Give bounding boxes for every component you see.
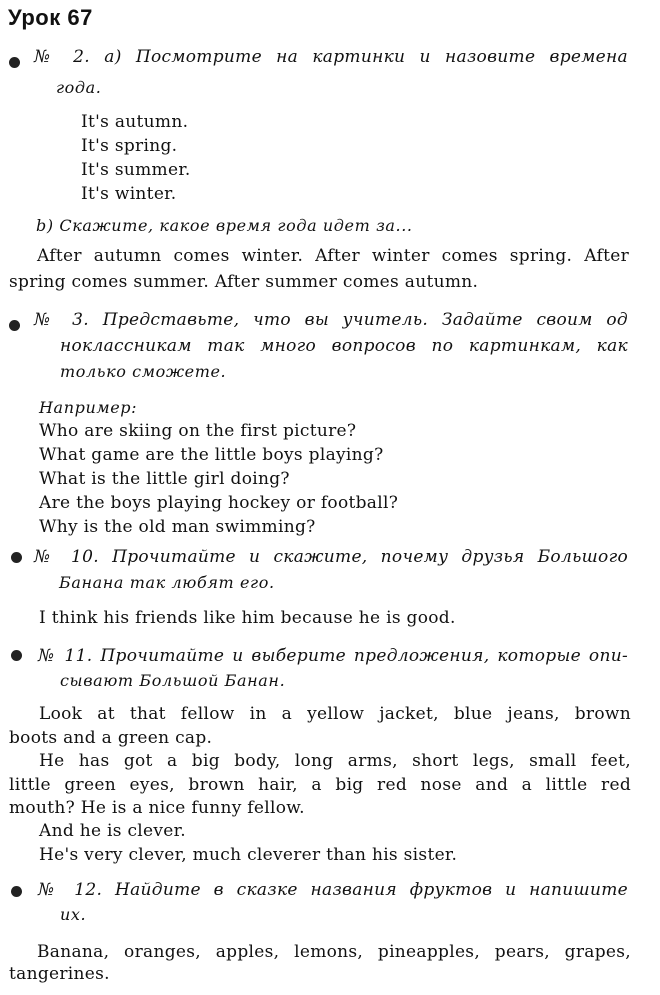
exercise-3-number: № 3. bbox=[34, 310, 89, 330]
exercise-2-task-a-cont: года. bbox=[56, 78, 102, 97]
exercise-11-line-1: Look at that fellow in a yellow jacket, blue jeans, brown bbox=[39, 704, 631, 724]
question-5: Why is the old man swimming? bbox=[39, 517, 316, 537]
exercise-11-line-7: He's very clever, much cleverer than his sister. bbox=[39, 845, 458, 865]
question-1: Who are skiing on the first picture? bbox=[39, 421, 357, 441]
exercise-3-task-line-3: только сможете. bbox=[60, 362, 227, 381]
exercise-12-task-line-1 bbox=[38, 878, 628, 902]
question-2: What game are the little boys playing? bbox=[39, 445, 384, 465]
exercise-2-task bbox=[34, 45, 628, 69]
exercise-10-number: № 10. bbox=[34, 547, 99, 567]
bullet-icon bbox=[9, 57, 20, 68]
example-label: Например: bbox=[39, 398, 138, 417]
exercise-12-answer-line-1: Banana, oranges, apples, lemons, pineapples, pears, grapes, bbox=[37, 942, 631, 962]
exercise-12-answer-line-2: tangerines. bbox=[9, 964, 110, 984]
question-4: Are the boys playing hockey or football? bbox=[39, 493, 399, 513]
exercise-2-answer-b-line-2: spring comes summer. After summer comes autumn. bbox=[9, 272, 479, 292]
exercise-3-task-line-2: ноклассникам так много вопросов по картинкам, как bbox=[60, 336, 628, 356]
exercise-11-task-line-2: сывают Большой Банан. bbox=[60, 671, 286, 690]
exercise-12-task-text: Найдите в сказке названия фруктов и напишите bbox=[114, 880, 628, 900]
exercise-11-line-6: And he is clever. bbox=[39, 821, 186, 841]
exercise-11-task-text: Прочитайте и выберите предложения, которые опи- bbox=[100, 646, 628, 666]
exercise-3-task-text: Представьте, что вы учитель. Задайте своим од bbox=[102, 310, 628, 330]
lesson-title: Урок 67 bbox=[8, 5, 93, 30]
exercise-10-task-line-2: Банана так любят его. bbox=[59, 573, 275, 592]
exercise-11-line-3: He has got a big body, long arms, short legs, small feet, bbox=[39, 751, 631, 771]
exercise-11-number: № 11. bbox=[38, 646, 93, 666]
exercise-10-task-line-1 bbox=[34, 545, 628, 569]
exercise-10-task-text: Прочитайте и скажите, почему друзья Большого bbox=[112, 547, 628, 567]
exercise-2-number: № 2. bbox=[34, 47, 91, 67]
exercise-11-line-4: little green eyes, brown hair, a big red nose and a little red bbox=[9, 775, 631, 795]
exercise-12-number: № 12. bbox=[38, 880, 103, 900]
question-3: What is the little girl doing? bbox=[39, 469, 290, 489]
exercise-11-line-5: mouth? He is a nice funny fellow. bbox=[9, 798, 305, 818]
exercise-2-answer-4: It's winter. bbox=[81, 184, 177, 204]
exercise-11-task-line-1 bbox=[38, 644, 628, 668]
bullet-icon bbox=[9, 320, 20, 331]
exercise-12-task-line-2: их. bbox=[60, 905, 87, 924]
exercise-2-answer-2: It's spring. bbox=[81, 136, 178, 156]
exercise-2-answer-b-line-1: After autumn comes winter. After winter comes spring. After bbox=[37, 246, 629, 266]
exercise-10-answer: I think his friends like him because he is good. bbox=[39, 608, 456, 628]
bullet-icon bbox=[11, 650, 22, 661]
exercise-11-line-2: boots and a green cap. bbox=[9, 728, 213, 748]
exercise-2-task-b: b) Скажите, какое время года идет за... bbox=[36, 216, 413, 235]
exercise-3-task-line-1 bbox=[34, 308, 628, 332]
bullet-icon bbox=[11, 552, 22, 563]
exercise-2-answer-1: It's autumn. bbox=[81, 112, 189, 132]
exercise-2-task-a: а) Посмотрите на картинки и назовите времена bbox=[104, 47, 628, 67]
bullet-icon bbox=[11, 886, 22, 897]
exercise-2-answer-3: It's summer. bbox=[81, 160, 191, 180]
